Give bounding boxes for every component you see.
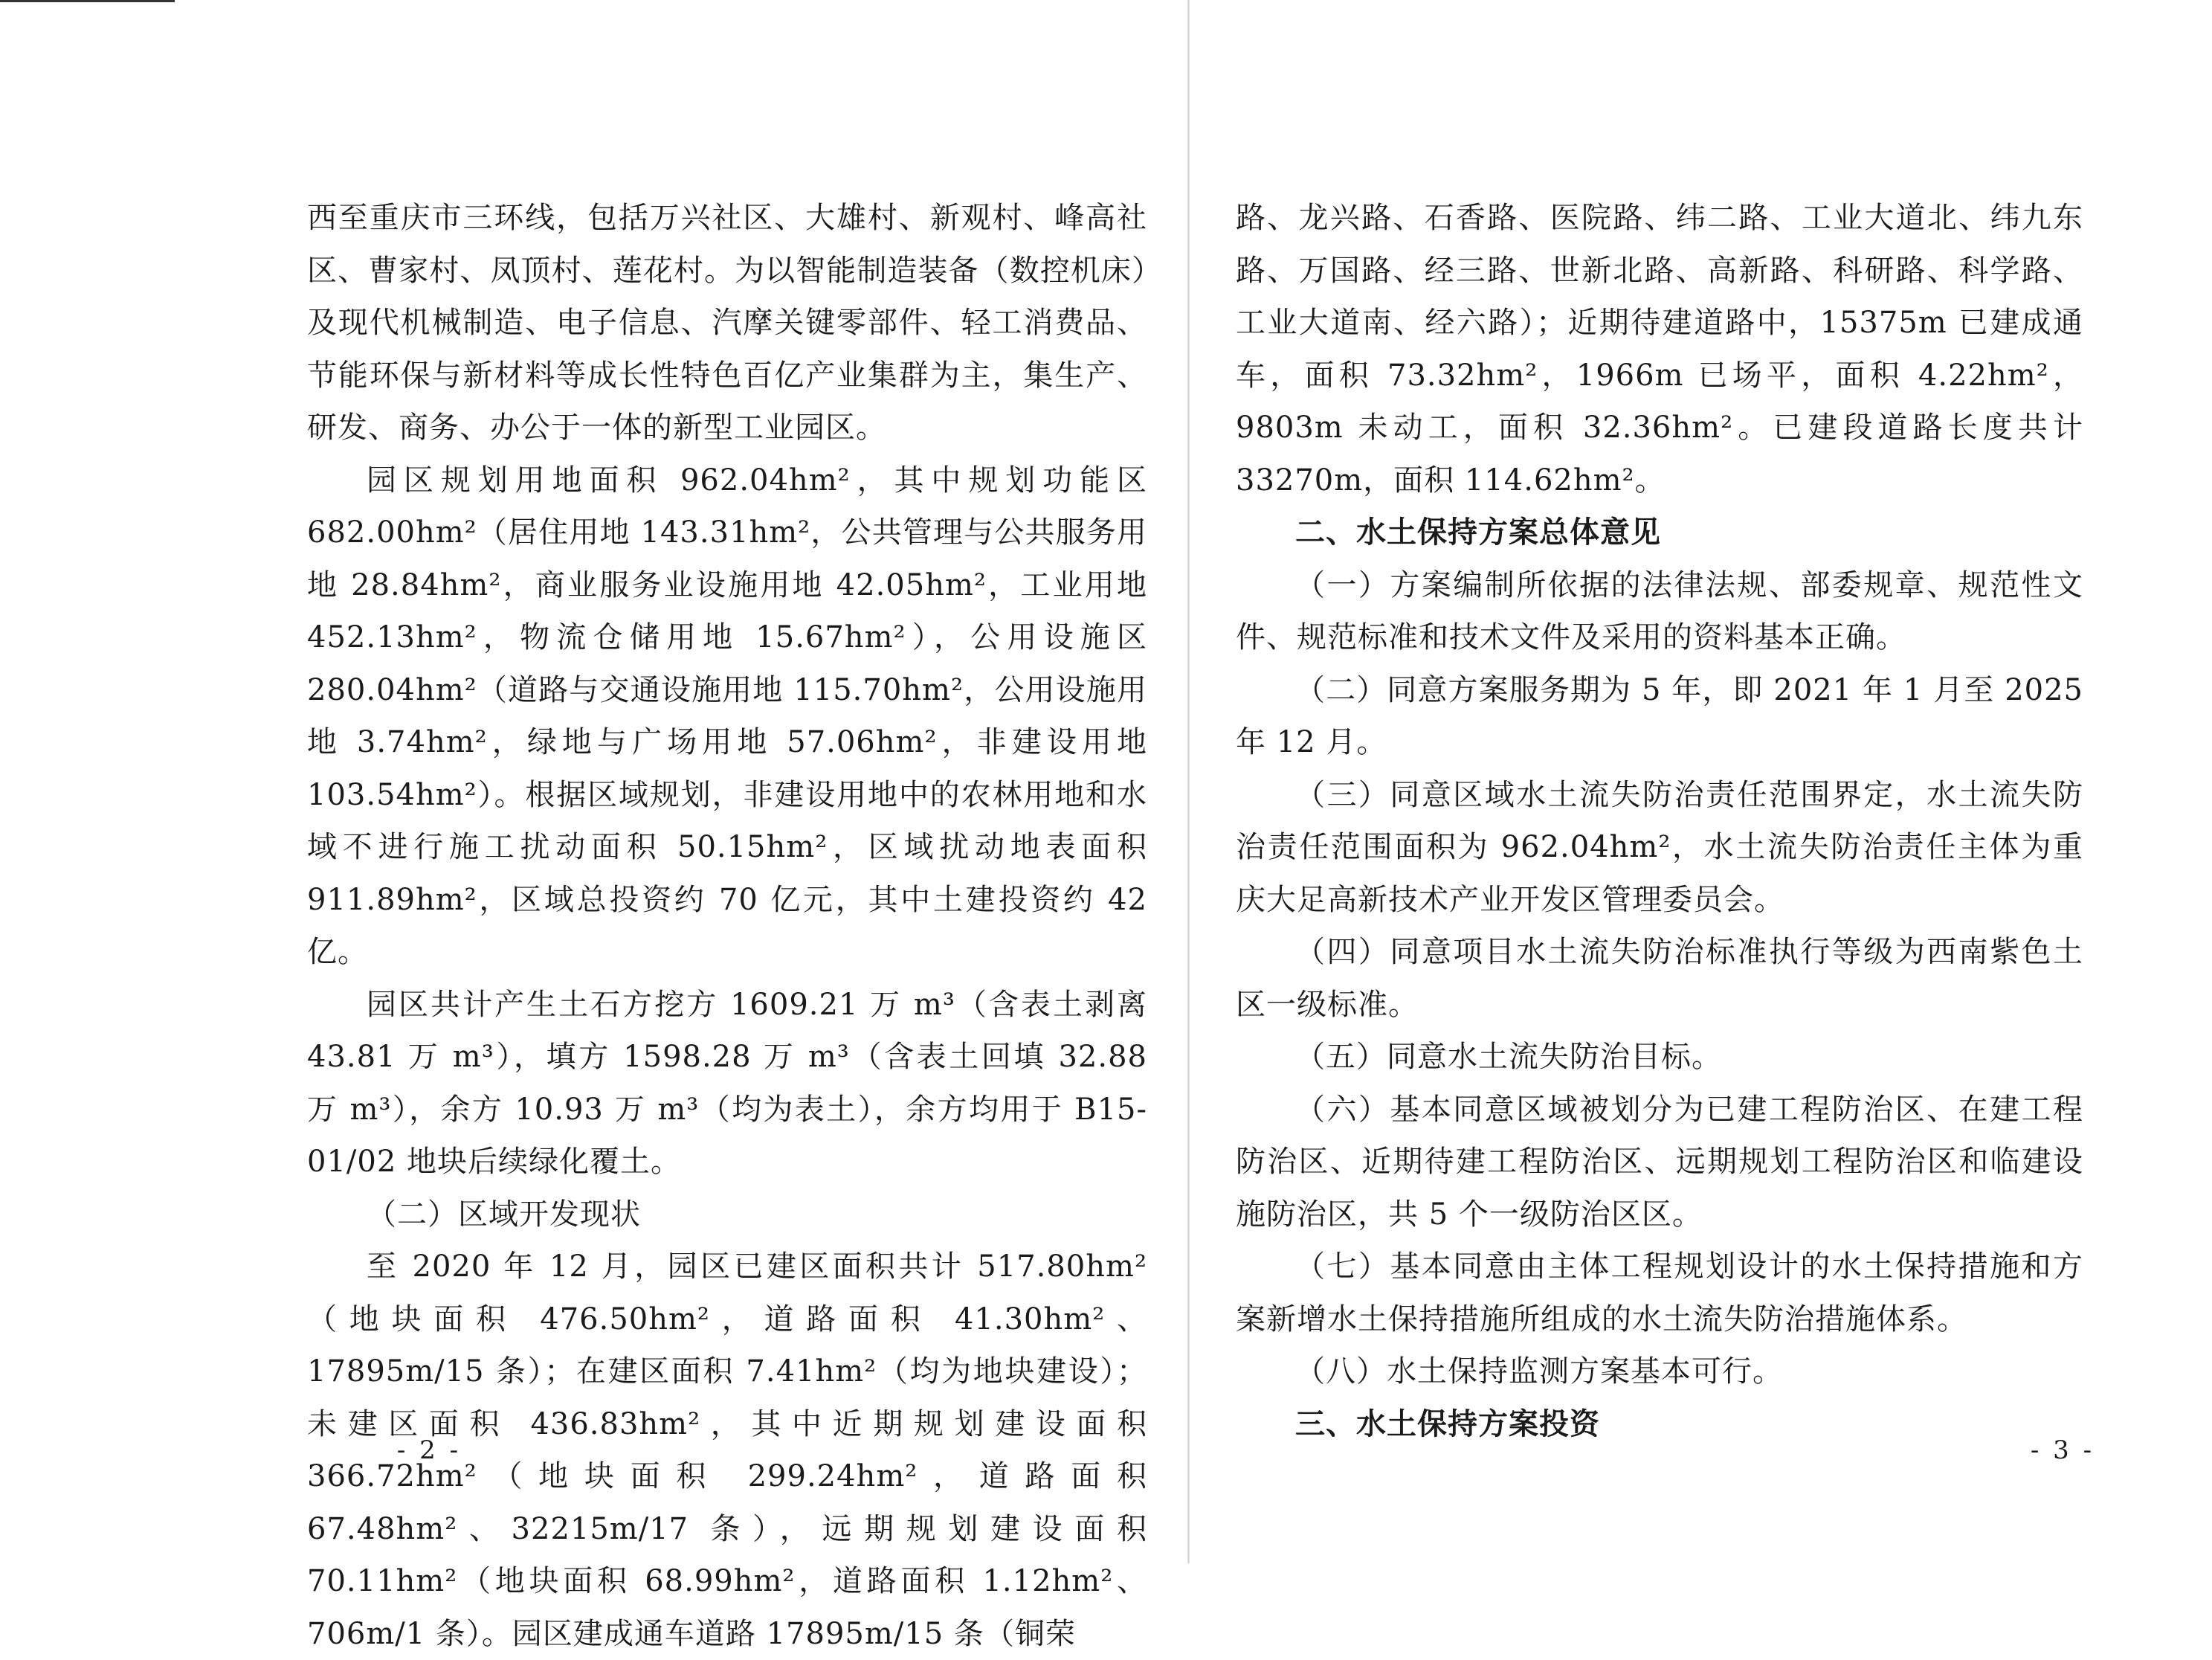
left-paragraph-1: 西至重庆市三环线，包括万兴社区、大雄村、新观村、峰高社区、曹家村、凤顶村、莲花村。为以智能制造装备（数控机床）及现代机械制造、电子信息、汽摩关键零部件、轻工消费品、节能环保与新材料等成长性特色百亿产业集群为主，集生产、研发、商务、办公于一体的新型工业园区。 xyxy=(307,201,1147,445)
opinion-item-3: （三）同意区域水土流失防治责任范围界定，水土流失防治责任范围面积为 962.04hm²，水土流失防治责任主体为重庆大足高新技术产业开发区管理委员会。 xyxy=(1236,777,2083,917)
page-number-left: - 2 - xyxy=(396,1435,462,1465)
heading-overall-opinion: 二、水土保持方案总体意见 xyxy=(1295,515,1661,550)
page-fold xyxy=(1187,0,1190,1563)
heading-investment: 三、水土保持方案投资 xyxy=(1295,1406,1600,1441)
opinion-item-1: （一）方案编制所依据的法律法规、部委规章、规范性文件、规范标准和技术文件及采用的资料基本正确。 xyxy=(1236,567,2083,654)
left-paragraph-4: 至 2020 年 12 月，园区已建区面积共计 517.80hm²（地块面积 476.50hm²，道路面积 41.30hm²、17895m/15 条）；在建区面积 7.41hm²（均为地块建设）；未建区面积 436.83hm²，其中近期规划建设面积 366.72hm²（地块面积 299.24hm²，道路面积 67.48hm²、32215m/17 条），远期规划建设面积 70.11hm²（地块面积 68.99hm²，道路面积 1.12hm²、706m/1 条）。园区建成通车道路 17895m/15 条（铜荣 xyxy=(307,1249,1147,1651)
opinion-item-5: （五）同意水土流失防治目标。 xyxy=(1295,1040,1722,1074)
top-edge-line xyxy=(0,0,175,2)
page-number-right: - 3 - xyxy=(2030,1435,2095,1465)
right-continuation: 路、龙兴路、石香路、医院路、纬二路、工业大道北、纬九东路、万国路、经三路、世新北路、高新路、科研路、科学路、工业大道南、经六路）；近期待建道路中，15375m 已建成通车，面积 73.32hm²，1966m 已场平，面积 4.22hm²，9803m 未动工，面积 32.36hm²。已建段道路长度共计 33270m，面积 114.62hm²。 xyxy=(1236,201,2083,498)
left-paragraph-2: 园区规划用地面积 962.04hm²，其中规划功能区 682.00hm²（居住用地 143.31hm²，公共管理与公共服务用地 28.84hm²，商业服务业设施用地 42.05hm²，工业用地 452.13hm²，物流仓储用地 15.67hm²），公用设施区 280.04hm²（道路与交通设施用地 115.70hm²，公用设施用地 3.74hm²，绿地与广场用地 57.06hm²，非建设用地 103.54hm²）。根据区域规划，非建设用地中的农林用地和水域不进行施工扰动面积 50.15hm²，区域扰动地表面积 911.89hm²，区域总投资约 70 亿元，其中土建投资约 42 亿。 xyxy=(307,463,1147,969)
opinion-item-4: （四）同意项目水土流失防治标准执行等级为西南紫色土区一级标准。 xyxy=(1236,935,2083,1022)
left-paragraph-3: 园区共计产生土石方挖方 1609.21 万 m³（含表土剥离 43.81 万 m³），填方 1598.28 万 m³（含表土回填 32.88 万 m³），余方 10.93 万 m³（均为表土），余方均用于 B15-01/02 地块后续绿化覆土。 xyxy=(307,987,1147,1179)
section-subheading: （二）区域开发现状 xyxy=(367,1197,641,1232)
opinion-item-2: （二）同意方案服务期为 5 年，即 2021 年 1 月至 2025 年 12 月。 xyxy=(1236,672,2083,759)
opinion-item-8: （八）水土保持监测方案基本可行。 xyxy=(1295,1354,1783,1389)
opinion-item-7: （七）基本同意由主体工程规划设计的水土保持措施和方案新增水土保持措施所组成的水土流失防治措施体系。 xyxy=(1236,1249,2083,1336)
opinion-item-6: （六）基本同意区域被划分为已建工程防治区、在建工程防治区、近期待建工程防治区、远期规划工程防治区和临建设施防治区，共 5 个一级防治区区。 xyxy=(1236,1092,2083,1232)
right-page xyxy=(1236,192,2083,1450)
